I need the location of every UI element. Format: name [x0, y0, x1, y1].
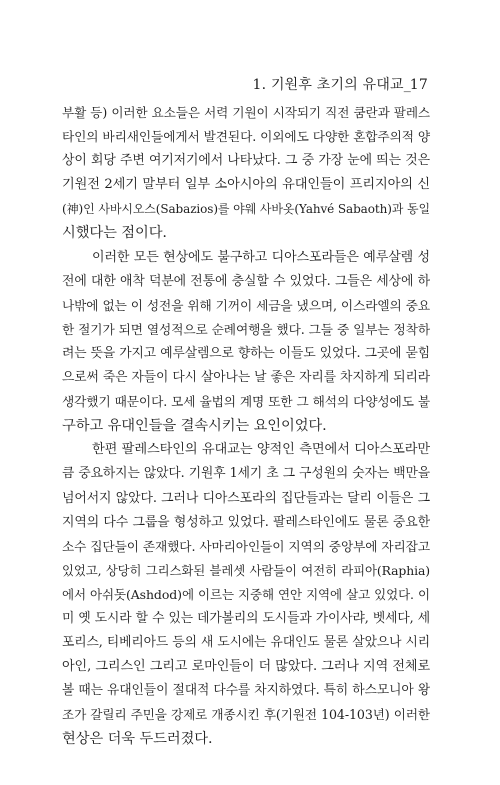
text-line: 지역의 다수 그룹을 형성하고 있었다. 팔레스타인에도 물론 중요한 [62, 514, 430, 530]
text-line: 현상은 더욱 두드러졌다. [62, 731, 213, 748]
text-line: 타인의 바리새인들에게서 발견된다. 이외에도 다양한 혼합주의적 양 [62, 129, 430, 145]
text-line: 상이 회당 주변 여기저기에서 나타났다. 그 중 가장 눈에 띄는 것은 [62, 153, 430, 169]
text-line: 생각했기 때문이다. 모세 율법의 계명 또한 그 해석의 다양성에도 불 [62, 394, 430, 410]
text-line: 넘어서지 않았다. 그러나 디아스포라의 집단들과는 달리 이들은 그 [62, 490, 430, 506]
chapter-title: 1. 기원후 초기의 유대교 [252, 77, 404, 93]
text-line: 미 옛 도시라 할 수 있는 데가볼리의 도시들과 가이사랴, 벳세다, 세 [62, 610, 430, 626]
running-head-separator: _ [403, 77, 411, 93]
text-line: 전에 대한 애착 덕분에 전통에 충실할 수 있었다. 그들은 세상에 하 [62, 273, 430, 289]
text-line: 부활 등) 이러한 요소들은 서력 기원이 시작되기 직전 쿰란과 팔레스 [62, 105, 430, 120]
paragraph-first-line: 이러한 모든 현상에도 불구하고 디아스포라들은 예루살렘 성 [92, 249, 430, 265]
text-line: 려는 뜻을 가지고 예루살렘으로 향하는 이들도 있었다. 그곳에 묻힘 [62, 345, 430, 361]
text-line: 기원전 2세기 말부터 일부 소아시아의 유대인들이 프리지아의 신 [62, 177, 430, 193]
text-line: 아인, 그리스인 그리고 로마인들이 더 많았다. 그러나 지역 전체로 [62, 659, 430, 675]
text-line: (神)인 사바시오스(Sabazios)를 야웨 사바옷(Yahvé Sabaoth)과 동일 [62, 202, 430, 217]
text-line: 에서 아쉬돗(Ashdod)에 이르는 지중해 연안 지역에 살고 있었다. 이 [62, 586, 430, 602]
paragraph-first-line: 한편 팔레스타인의 유대교는 양적인 측면에서 디아스포라만 [92, 442, 430, 458]
text-line: 으로써 죽은 자들이 다시 살아나는 날 좋은 자리를 차지하게 되리라 [62, 370, 430, 386]
text-line: 한 절기가 되면 열성적으로 순례여행을 했다. 그들 중 일부는 정착하 [62, 321, 430, 337]
body-text [62, 101, 430, 752]
text-line: 볼 때는 유대인들이 절대적 다수를 차지하였다. 특히 하스모니아 왕 [62, 683, 430, 699]
text-line: 소수 집단들이 존재했다. 사마리아인들이 지역의 중앙부에 자리잡고 [62, 538, 430, 554]
running-head [253, 74, 428, 94]
text-line: 있었고, 상당히 그리스화된 블레셋 사람들이 여전히 라피아(Raphia) [62, 562, 430, 578]
text-line: 구하고 유대인들을 결속시키는 요인이었다. [62, 418, 327, 435]
page-number: 17 [409, 77, 428, 93]
text-line: 포리스, 티베리아드 등의 새 도시에는 유대인도 물론 살았으나 시리 [62, 635, 430, 651]
text-line: 시했다는 점이다. [62, 225, 167, 242]
text-line: 큼 중요하지는 않았다. 기원후 1세기 초 그 구성원의 숫자는 백만을 [62, 466, 430, 482]
text-line: 나밖에 없는 이 성전을 위해 기꺼이 세금을 냈으며, 이스라엘의 중요 [62, 297, 430, 313]
text-line: 조가 갈릴리 주민을 강제로 개종시킨 후(기원전 104-103년) 이러한 [62, 707, 430, 723]
